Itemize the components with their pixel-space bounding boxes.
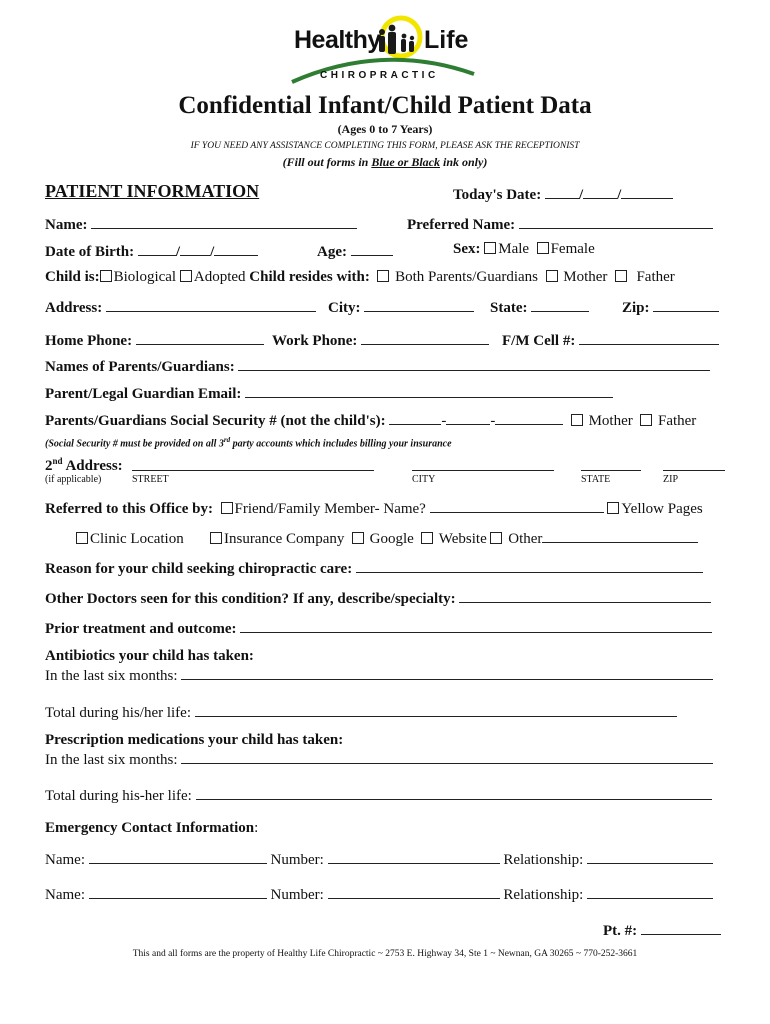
resides-with-label: Child resides with:	[249, 269, 370, 285]
todays-date-month[interactable]	[545, 184, 579, 199]
emergency-row-1	[45, 849, 713, 869]
clinic-label: Clinic Location	[90, 531, 184, 547]
age-row	[317, 241, 393, 261]
section-patient-information: PATIENT INFORMATION	[45, 181, 260, 201]
antibiotics-total-label: Total during his/her life:	[45, 705, 192, 721]
todays-date-label: Today's Date:	[453, 187, 542, 203]
prescription-six-label: In the last six months:	[45, 752, 178, 768]
city-row	[328, 297, 474, 317]
ssn-father-checkbox[interactable]	[640, 414, 652, 426]
google-checkbox[interactable]	[352, 532, 364, 544]
antibiotics-heading: Antibiotics your child has taken:	[45, 648, 254, 664]
preferred-name-row	[407, 214, 713, 234]
reason-row	[45, 558, 703, 578]
cell-row	[502, 330, 719, 350]
child-is-label: Child is:	[45, 269, 100, 285]
emergency-number-field-2[interactable]	[328, 884, 500, 899]
antibiotics-six-row	[45, 665, 713, 685]
emergency-relationship-label-2: Relationship:	[503, 887, 584, 903]
both-parents-checkbox[interactable]	[377, 270, 389, 282]
other-doctors-field[interactable]	[459, 588, 711, 603]
name-field[interactable]	[91, 214, 357, 229]
ssn-part2[interactable]	[446, 410, 490, 425]
second-city-field[interactable]	[412, 456, 554, 471]
emergency-number-label-1: Number:	[270, 852, 324, 868]
emergency-row-2	[45, 884, 713, 904]
footer-property-note: This and all forms are the property of Healthy Life Chiropractic ~ 2753 E. Highway 34, Ste 1 ~ Newnan, GA 30265 ~ 770-252-3661	[132, 949, 638, 959]
antibiotics-six-label: In the last six months:	[45, 668, 178, 684]
emergency-colon: :	[254, 820, 259, 836]
emergency-number-field-1[interactable]	[328, 849, 500, 864]
other-doctors-label: Other Doctors seen for this condition? If any, describe/specialty:	[45, 591, 456, 607]
second-address-a: 2	[45, 458, 53, 474]
zip-row	[622, 297, 719, 317]
emergency-title: Emergency Contact Information	[45, 820, 255, 836]
prescription-total-row	[45, 785, 712, 805]
state-label: State:	[490, 300, 528, 316]
ages-subtitle: (Ages 0 to 7 Years)	[337, 122, 433, 136]
home-phone-row	[45, 330, 264, 350]
antibiotics-total-row	[45, 702, 677, 722]
zip-field[interactable]	[653, 297, 719, 312]
preferred-name-field[interactable]	[519, 214, 713, 229]
patient-number-label: Pt. #:	[603, 923, 638, 939]
reason-label: Reason for your child seeking chiropractic care:	[45, 561, 353, 577]
reason-field[interactable]	[356, 558, 703, 573]
emergency-relationship-label-1: Relationship:	[503, 852, 584, 868]
parents-names-row	[45, 356, 710, 376]
emergency-name-field-1[interactable]	[89, 849, 267, 864]
second-zip-field[interactable]	[663, 456, 725, 471]
adopted-label: Adopted	[193, 269, 246, 285]
work-phone-field[interactable]	[361, 330, 489, 345]
dob-year[interactable]	[214, 241, 258, 256]
emergency-number-label-2: Number:	[270, 887, 324, 903]
resides-mother-label: Mother	[563, 269, 608, 285]
second-address-b: Address:	[62, 458, 123, 474]
prescription-six-row	[45, 749, 713, 769]
ssn-note-a: (Social Security # must be provided on all 3	[45, 438, 224, 450]
state-caption: STATE	[581, 474, 611, 485]
emergency-relationship-field-2[interactable]	[587, 884, 713, 899]
insurance-checkbox[interactable]	[210, 532, 222, 544]
parents-names-label: Names of Parents/Guardians:	[45, 359, 235, 375]
female-checkbox[interactable]	[537, 242, 549, 254]
guardian-email-label: Parent/Legal Guardian Email:	[45, 386, 242, 402]
dob-label: Date of Birth:	[45, 244, 135, 260]
city-label: City:	[328, 300, 361, 316]
street-caption: STREET	[132, 474, 169, 485]
ink-suffix: ink only)	[440, 155, 488, 169]
resides-father-label: Father	[636, 269, 675, 285]
other-doctors-row	[45, 588, 711, 608]
ssn-row: Parents/Guardians Social Security # (not the child's): - - Mother Father	[45, 410, 696, 430]
both-parents-label: Both Parents/Guardians	[395, 269, 539, 285]
guardian-email-row	[45, 383, 613, 403]
male-label: Male	[498, 241, 530, 257]
prior-treatment-field[interactable]	[240, 618, 712, 633]
prior-treatment-label: Prior treatment and outcome:	[45, 621, 237, 637]
resides-father-checkbox[interactable]	[615, 270, 627, 282]
name-row	[45, 214, 357, 234]
male-checkbox[interactable]	[484, 242, 496, 254]
city-field[interactable]	[364, 297, 474, 312]
antibiotics-six-field[interactable]	[181, 665, 713, 680]
sun-icon	[382, 18, 420, 56]
emergency-heading	[45, 820, 258, 837]
logo-word-right: Life	[424, 26, 469, 54]
sex-row	[453, 241, 595, 258]
friend-label: Friend/Family Member- Name?	[234, 501, 426, 517]
second-state-field[interactable]	[581, 456, 641, 471]
referral-label: Referred to this Office by:	[45, 501, 214, 517]
ssn-part1[interactable]	[389, 410, 441, 425]
cell-label: F/M Cell #:	[502, 333, 576, 349]
address-label: Address:	[45, 300, 103, 316]
emergency-relationship-field-1[interactable]	[587, 849, 713, 864]
second-street-field[interactable]	[132, 456, 374, 471]
age-field[interactable]	[351, 241, 393, 256]
google-label: Google	[369, 531, 414, 547]
resides-mother-checkbox[interactable]	[546, 270, 558, 282]
todays-date-year[interactable]	[621, 184, 673, 199]
ink-prefix: (Fill out forms in	[282, 155, 372, 169]
ssn-mother-label: Mother	[588, 413, 633, 429]
parents-names-field[interactable]	[238, 356, 710, 371]
ssn-father-label: Father	[657, 413, 697, 429]
dob-day[interactable]	[180, 241, 210, 256]
preferred-name-label: Preferred Name:	[407, 217, 516, 233]
emergency-name-label-1: Name:	[45, 852, 85, 868]
zip-label: Zip:	[622, 300, 650, 316]
insurance-label: Insurance Company	[223, 531, 345, 547]
emergency-name-field-2[interactable]	[89, 884, 267, 899]
adopted-checkbox[interactable]	[180, 270, 192, 282]
ssn-note	[45, 436, 452, 449]
patient-number-field[interactable]	[641, 920, 721, 935]
logo-subtitle: CHIROPRACTIC	[320, 70, 439, 81]
home-phone-field[interactable]	[136, 330, 264, 345]
antibiotics-total-field[interactable]	[195, 702, 677, 717]
ssn-mother-checkbox[interactable]	[571, 414, 583, 426]
yellow-pages-checkbox[interactable]	[607, 502, 619, 514]
if-applicable-label: (if applicable)	[45, 474, 102, 485]
work-phone-label: Work Phone:	[272, 333, 358, 349]
yellow-pages-label: Yellow Pages	[621, 501, 703, 517]
home-phone-label: Home Phone:	[45, 333, 133, 349]
ssn-note-b: party accounts which includes billing your insurance	[230, 438, 452, 450]
address-row	[45, 297, 316, 317]
name-label: Name:	[45, 217, 88, 233]
ssn-part3[interactable]	[495, 410, 563, 425]
dob-row: Date of Birth: / /	[45, 241, 258, 261]
biological-checkbox[interactable]	[100, 270, 112, 282]
website-label: Website	[438, 531, 487, 547]
zip-caption: ZIP	[663, 474, 678, 485]
other-field[interactable]	[542, 528, 698, 543]
biological-label: Biological	[113, 269, 177, 285]
other-label: Other	[508, 531, 543, 547]
cell-field[interactable]	[579, 330, 719, 345]
state-field[interactable]	[531, 297, 589, 312]
assist-note: IF YOU NEED ANY ASSISTANCE COMPLETING THIS FORM, PLEASE ASK THE RECEPTIONIST	[190, 141, 580, 151]
referral-row-2	[76, 528, 698, 548]
sex-label: Sex:	[453, 241, 481, 257]
patient-number-row	[603, 920, 721, 940]
clinic-checkbox[interactable]	[76, 532, 88, 544]
prescription-six-field[interactable]	[181, 749, 713, 764]
second-address-row	[45, 456, 123, 475]
guardian-email-field[interactable]	[245, 383, 613, 398]
friend-name-field[interactable]	[430, 498, 604, 513]
city-caption: CITY	[412, 474, 436, 485]
work-phone-row	[272, 330, 489, 350]
state-row	[490, 297, 589, 317]
logo-word-left: Healthy	[294, 26, 381, 54]
address-field[interactable]	[106, 297, 316, 312]
ink-note	[0, 155, 770, 170]
ssn-note-sup: rd	[223, 436, 231, 444]
logo	[288, 12, 478, 86]
dob-month[interactable]	[138, 241, 176, 256]
prior-treatment-row	[45, 618, 712, 638]
ink-colors: Blue or Black	[371, 155, 440, 169]
website-checkbox[interactable]	[421, 532, 433, 544]
prescription-total-label: Total during his-her life:	[45, 788, 192, 804]
prescription-total-field[interactable]	[196, 785, 712, 800]
todays-date-day[interactable]	[583, 184, 617, 199]
age-label: Age:	[317, 244, 347, 260]
emergency-name-label-2: Name:	[45, 887, 85, 903]
referral-row	[45, 498, 703, 518]
prescription-heading: Prescription medications your child has taken:	[45, 732, 344, 748]
page-title: Confidential Infant/Child Patient Data	[178, 92, 592, 119]
child-is-row	[45, 269, 675, 286]
todays-date-row: Today's Date: / /	[453, 184, 673, 204]
female-label: Female	[550, 241, 595, 257]
other-checkbox[interactable]	[490, 532, 502, 544]
friend-checkbox[interactable]	[221, 502, 233, 514]
second-address-sup: nd	[52, 456, 63, 466]
ssn-label: Parents/Guardians Social Security # (not the child's):	[45, 413, 386, 429]
